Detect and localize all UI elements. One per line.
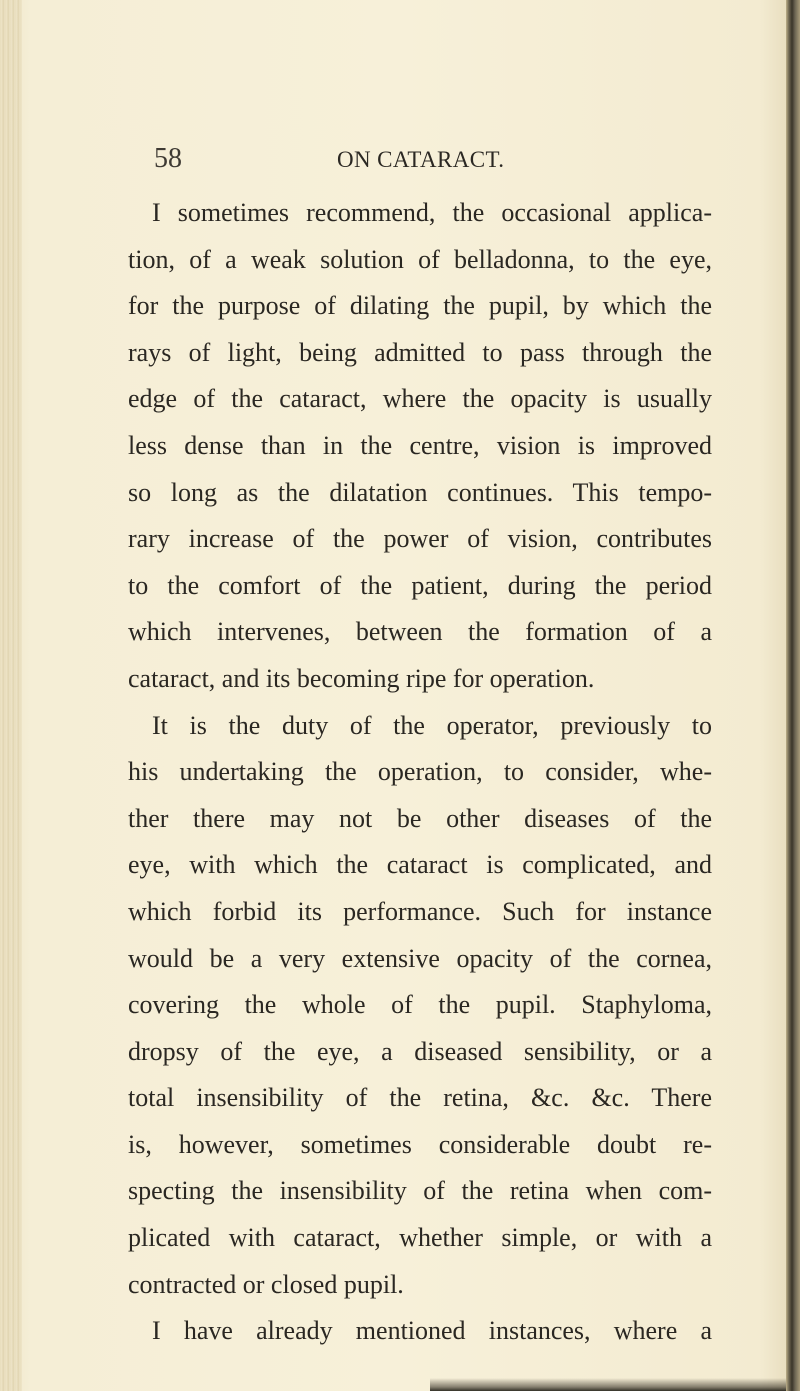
text-line: It is the duty of the operator, previously to: [152, 710, 712, 740]
text-line: rays of light, being admitted to pass through the: [128, 337, 712, 367]
text-line: to the comfort of the patient, during the period: [128, 570, 712, 600]
page-fore-edge: [786, 0, 800, 1391]
body-text: [128, 190, 712, 1355]
text-line: total insensibility of the retina, &c. &c. There: [128, 1083, 712, 1113]
text-line: for the purpose of dilating the pupil, by which the: [128, 291, 712, 321]
page-bottom-shadow: [430, 1378, 786, 1391]
text-line: cataract, and its becoming ripe for operation.: [128, 663, 595, 693]
text-line: so long as the dilatation continues. This tempo-: [128, 477, 712, 507]
text-line: covering the whole of the pupil. Staphyloma,: [128, 990, 712, 1020]
running-head: ON CATARACT.: [337, 147, 505, 172]
text-line: his undertaking the operation, to consider, whe-: [128, 757, 712, 787]
text-line: would be a very extensive opacity of the cornea,: [128, 943, 712, 973]
text-line: ther there may not be other diseases of the: [128, 803, 712, 833]
text-line: which intervenes, between the formation of a: [128, 617, 712, 647]
page-number: 58: [154, 143, 182, 174]
text-line: contracted or closed pupil.: [128, 1269, 404, 1299]
text-line: rary increase of the power of vision, contributes: [128, 524, 712, 554]
text-line: less dense than in the centre, vision is improved: [128, 430, 712, 460]
text-line: edge of the cataract, where the opacity is usually: [128, 384, 712, 414]
text-line: I have already mentioned instances, where a: [152, 1316, 712, 1346]
text-line: tion, of a weak solution of belladonna, to the eye,: [128, 244, 712, 274]
text-line: plicated with cataract, whether simple, or with a: [128, 1223, 712, 1253]
page-header: [0, 143, 800, 179]
text-line: is, however, sometimes considerable doubt re-: [128, 1129, 712, 1159]
text-line: specting the insensibility of the retina when com-: [128, 1176, 712, 1206]
text-line: which forbid its performance. Such for instance: [128, 896, 712, 926]
text-line: I sometimes recommend, the occasional applica-: [152, 198, 712, 227]
text-line: eye, with which the cataract is complicated, and: [128, 850, 712, 880]
text-line: dropsy of the eye, a diseased sensibility, or a: [128, 1036, 712, 1066]
page-gutter-edge: [0, 0, 22, 1391]
